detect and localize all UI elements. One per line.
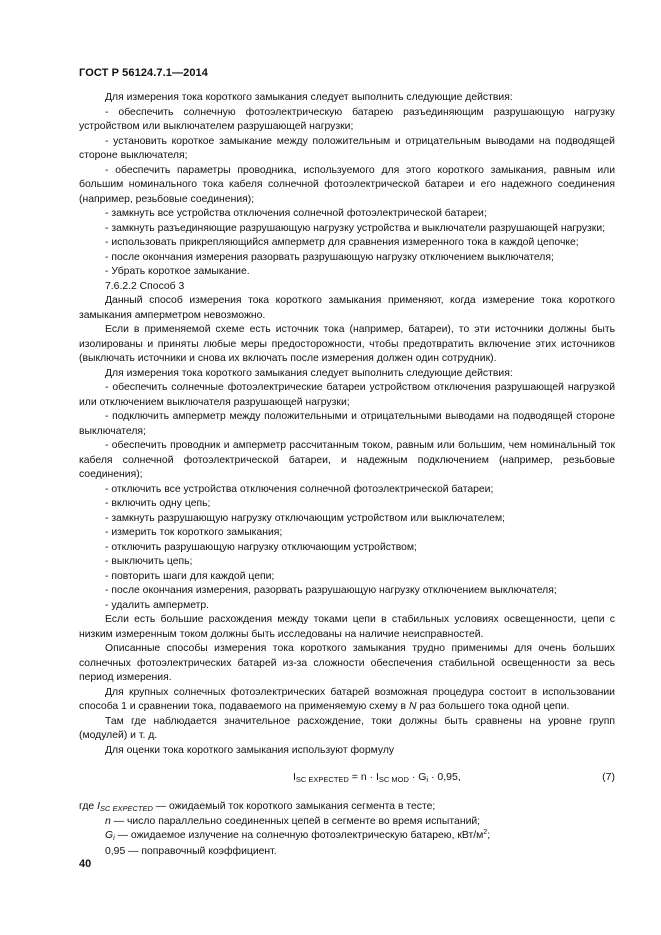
formula-sub-i: i xyxy=(426,775,429,784)
definition-symbol: I xyxy=(97,801,100,812)
list-item: - выключить цепь; xyxy=(105,556,193,567)
paragraph: Если есть большие расхождения между токами цепи в стабильных условиях освещенности, цепи с низким измеренным током должны быть исследованы на наличие неисправностей. xyxy=(79,614,615,640)
method-text-before: Для крупных солнечных фотоэлектрических батарей возможная процедура состоит в использовании способа 1 и сравнении тока, подаваемого на применяемую схему в xyxy=(79,686,615,712)
list-item: - использовать прикрепляющийся амперметр для сравнения измеренного тока в каждой цепочке; xyxy=(105,237,579,248)
definition-text: — ожидаемый ток короткого замыкания сегмента в тесте; xyxy=(152,801,436,812)
list-item: - повторить шаги для каждой цепи; xyxy=(105,570,275,582)
definition-subscript: i xyxy=(113,833,115,842)
definition-end: ; xyxy=(487,830,491,841)
formula-tail: · 0,95, xyxy=(428,771,461,783)
formula-part: = n · I xyxy=(348,771,379,783)
definition-text: — число параллельно соединенных цепей в сегменте во время испытаний; xyxy=(110,815,481,827)
list-item: - замкнуть все устройства отключения солнечной фотоэлектрической батареи; xyxy=(105,208,487,219)
page-number: 40 xyxy=(79,858,92,870)
definition-n xyxy=(79,815,615,830)
method-text-after: раз большего тока одной цепи. xyxy=(416,701,570,712)
list-item: - подключить амперметр между положительными и отрицательными выводами на подводящей стороне выключателя; xyxy=(79,411,615,437)
list-item: - установить короткое замыкание между положительным и отрицательным выводами на подводящей стороне выключателя; xyxy=(79,135,615,161)
list-item: - Убрать короткое замыкание. xyxy=(105,266,250,277)
formula xyxy=(293,770,461,786)
definition-coefficient: 0,95 — поправочный коэффициент. xyxy=(105,845,277,857)
list-item: - обеспечить солнечную фотоэлектрическую батарею разъединяющим разрушающую нагрузку устройством или выключателем разрушающей нагрузки; xyxy=(79,106,615,132)
definition-symbol: n xyxy=(105,815,111,827)
list-item: - отключить разрушающую нагрузку отключающим устройством; xyxy=(105,541,417,553)
paragraph: Данный способ измерения тока короткого замыкания применяют, когда измерение тока короткого замыкания амперметром невозможно. xyxy=(79,295,615,321)
list-item: - после окончания измерения разорвать разрушающую нагрузку отключением выключателя; xyxy=(105,251,554,263)
formula-row xyxy=(79,770,615,792)
list-item: - измерить ток короткого замыкания; xyxy=(105,527,283,538)
document-header: ГОСТ Р 56124.7.1—2014 xyxy=(79,67,208,79)
list-item: - замкнуть разъединяющие разрушающую нагрузку устройства и выключатели разрушающей нагрузки; xyxy=(105,222,606,234)
formula-sub-mod: SC MOD xyxy=(378,775,409,784)
definition-text: — ожидаемое излучение на солнечную фотоэлектрическую батарею, кВт/м xyxy=(114,830,484,841)
list-item: - отключить все устройства отключения солнечной фотоэлектрической батареи; xyxy=(105,483,494,495)
body-text xyxy=(79,91,615,859)
definition-subscript: SC EXPECTED xyxy=(99,804,153,813)
list-item: - замкнуть разрушающую нагрузку отключающим устройством или выключателем; xyxy=(105,512,506,524)
list-item: - после окончания измерения, разорвать разрушающую нагрузку отключением выключателя; xyxy=(105,585,557,596)
paragraph-method xyxy=(79,686,615,715)
formula-part: · G xyxy=(408,771,427,783)
definition-gi xyxy=(79,829,615,845)
definition-prefix: где xyxy=(79,801,98,812)
list-item: - включить одну цепь; xyxy=(105,498,211,509)
paragraph: Описанные способы измерения тока короткого замыкания трудно применимы для очень больших солнечных фотоэлектрических батарей из-за сложности обеспечения стабильной освещенности за весь период измерения. xyxy=(79,643,615,683)
paragraph: Для измерения тока короткого замыкания следует выполнить следующие действия: xyxy=(105,92,513,103)
list-item: - обеспечить проводник и амперметр рассчитанным током, равным или большим, чем номинальный ток кабеля солнечной фотоэлектрической батареи, и надежным подключением (например, резьбовые соединения); xyxy=(79,440,615,480)
formula-sub-expected: SC EXPECTED xyxy=(295,775,349,784)
paragraph: Там где наблюдается значительное расхождение, токи должны быть сравнены на уровне групп (модулей) и т. д. xyxy=(79,715,615,741)
list-item: - удалить амперметр. xyxy=(105,599,210,611)
formula-i: I xyxy=(293,771,296,783)
list-item: - обеспечить параметры проводника, используемого для этого короткого замыкания, равным или большим номинального тока кабеля солнечной фотоэлектрической батареи и его надежного соединения (например, резьбовые соединения); xyxy=(79,164,615,205)
paragraph: Если в применяемой схеме есть источник тока (например, батареи), то эти источники должны быть изолированы и приняты любые меры предосторожности, чтобы предотвратить включение этих источников (выключать источники и снова их включать после измерения должен один сотрудник). xyxy=(79,324,615,364)
definition-isc xyxy=(79,800,615,815)
paragraph: Для оценки тока короткого замыкания используют формулу xyxy=(105,744,395,756)
equation-number: (7) xyxy=(602,771,615,783)
definitions xyxy=(79,800,615,859)
definition-symbol: G xyxy=(105,830,114,841)
list-item: - обеспечить солнечные фотоэлектрические батареи устройством отключения разрушающей нагрузкой или отключением выключателя разрушающей нагрузки; xyxy=(79,382,615,408)
method-n: N xyxy=(408,701,417,712)
definition-superscript: 2 xyxy=(483,829,488,836)
paragraph: Для измерения тока короткого замыкания следует выполнить следующие действия: xyxy=(105,367,513,379)
section-heading: 7.6.2.2 Способ 3 xyxy=(105,280,185,292)
